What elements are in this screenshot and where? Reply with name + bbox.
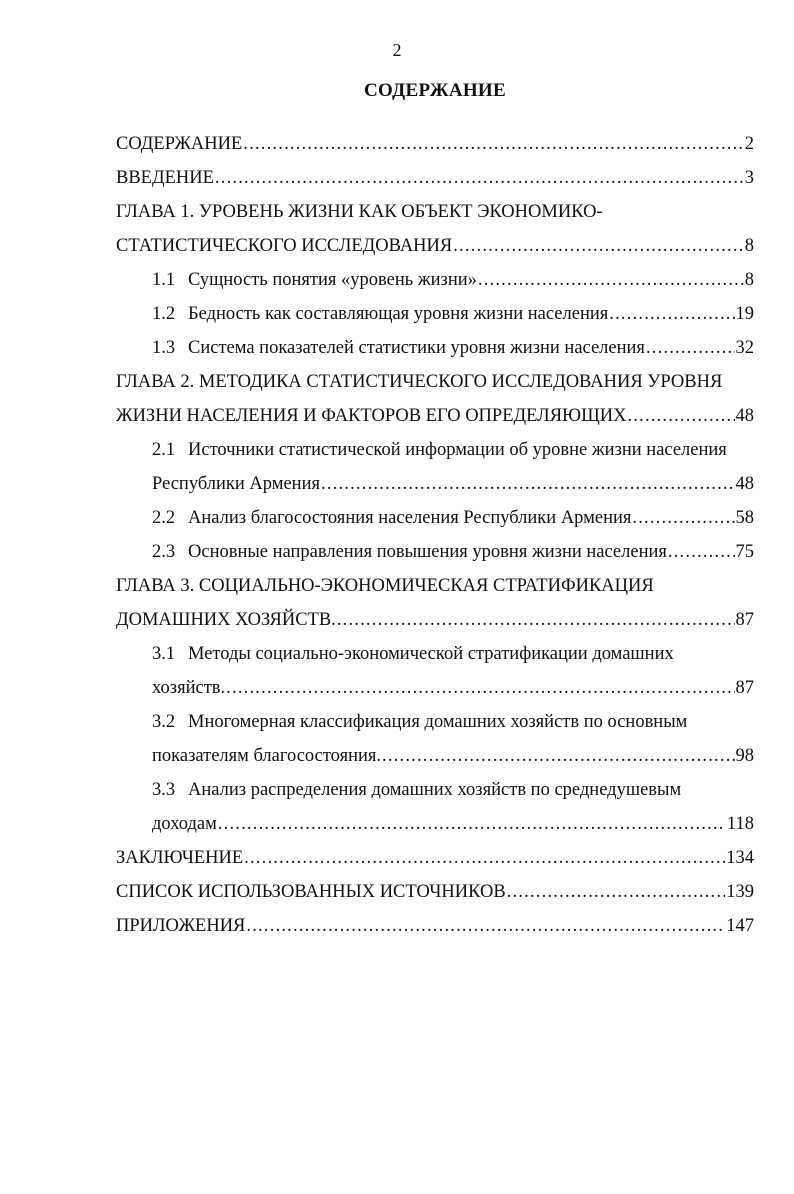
- toc-entry-title: ГЛАВА 1. УРОВЕНЬ ЖИЗНИ КАК ОБЪЕКТ ЭКОНОМИКО-: [116, 202, 603, 222]
- toc-entry-line: [116, 603, 754, 637]
- toc-entry-line: [116, 637, 754, 671]
- page-title: СОДЕРЖАНИЕ: [364, 80, 506, 101]
- toc-entry-title: показателям благосостояния.: [152, 746, 382, 766]
- dot-leader: [246, 909, 725, 943]
- dot-leader: [243, 127, 743, 161]
- toc-entry-line: [116, 501, 754, 535]
- toc-entry-title: Республики Армения: [152, 474, 320, 494]
- toc-entry-line: [116, 875, 754, 909]
- toc-entry-title: Бедность как составляющая уровня жизни населения: [188, 304, 609, 324]
- toc-entry-line: [116, 229, 754, 263]
- toc-entry-line: [116, 365, 754, 399]
- toc-section-number: 1.2: [152, 304, 176, 324]
- dot-leader: [321, 467, 735, 501]
- toc-entry-title: ГЛАВА 3. СОЦИАЛЬНО-ЭКОНОМИЧЕСКАЯ СТРАТИФИКАЦИЯ: [116, 576, 654, 596]
- toc-entry-title: СПИСОК ИСПОЛЬЗОВАННЫХ ИСТОЧНИКОВ: [116, 882, 506, 902]
- dot-leader: [337, 603, 735, 637]
- toc-section-number: 3.2: [152, 712, 176, 732]
- dot-leader: [244, 841, 725, 875]
- toc-entry-line: [116, 433, 754, 467]
- toc-page-number: 48: [735, 474, 754, 494]
- toc-page-number: 19: [735, 304, 754, 324]
- toc-entry-title: СОДЕРЖАНИЕ: [116, 134, 243, 154]
- toc-page-number: 134: [726, 848, 754, 868]
- toc-entry-line: [116, 331, 754, 365]
- toc-entry-title: Система показателей статистики уровня жизни населения: [188, 338, 645, 358]
- toc-entry-line: [116, 671, 754, 705]
- toc-entry-line: [116, 127, 754, 161]
- toc-entry-line: [116, 807, 754, 841]
- toc-page-number: 48: [735, 406, 754, 426]
- toc-section-number: 3.3: [152, 780, 176, 800]
- toc-section-number: 3.1: [152, 644, 176, 664]
- dot-leader: [668, 535, 735, 569]
- toc-entry-title: СТАТИСТИЧЕСКОГО ИССЛЕДОВАНИЯ: [116, 236, 453, 256]
- toc-entry-line: [116, 161, 754, 195]
- toc-entry-line: [116, 739, 754, 773]
- dot-leader: [646, 331, 735, 365]
- toc-entry-line: [116, 569, 754, 603]
- toc-entry-line: [116, 195, 754, 229]
- toc-entry-title: хозяйств.: [152, 678, 226, 698]
- toc-section-number: 2.3: [152, 542, 176, 562]
- page-number: 2: [392, 40, 402, 60]
- toc-entry-title: ДОМАШНИХ ХОЗЯЙСТВ.: [116, 610, 336, 630]
- toc-section-number: 2.2: [152, 508, 176, 528]
- toc-entry-title: ПРИЛОЖЕНИЯ: [116, 916, 246, 936]
- toc-entry-line: [116, 841, 754, 875]
- toc-entry-title: Основные направления повышения уровня жизни населения: [188, 542, 667, 562]
- toc-entry-title: Сущность понятия «уровень жизни»: [188, 270, 477, 290]
- toc-page-number: 118: [726, 814, 754, 834]
- toc-entry-title: ЖИЗНИ НАСЕЛЕНИЯ И ФАКТОРОВ ЕГО ОПРЕДЕЛЯЮЩИХ: [116, 406, 627, 426]
- toc-page-number: 98: [735, 746, 754, 766]
- toc-section-number: 2.1: [152, 440, 176, 460]
- toc-entry-line: [116, 909, 754, 943]
- toc-entry-line: [116, 773, 754, 807]
- toc-page-number: 2: [744, 134, 754, 154]
- toc-entry-title: ВВЕДЕНИЕ: [116, 168, 214, 188]
- toc-entry-line: [116, 399, 754, 433]
- dot-leader: [218, 807, 726, 841]
- toc-entry-line: [116, 297, 754, 331]
- toc-section-number: 1.1: [152, 270, 176, 290]
- dot-leader: [478, 263, 744, 297]
- toc-entry-title: Анализ благосостояния населения Республики Армения: [188, 508, 632, 528]
- dot-leader: [507, 875, 726, 909]
- toc-entry-title: Анализ распределения домашних хозяйств по среднедушевым: [188, 780, 682, 800]
- toc-page-number: 139: [726, 882, 754, 902]
- toc-entry-title: Методы социально-экономической стратификации домашних: [188, 644, 674, 664]
- toc-page-number: 87: [735, 610, 754, 630]
- toc-entry-title: ЗАКЛЮЧЕНИЕ: [116, 848, 244, 868]
- toc-entry-line: [116, 263, 754, 297]
- toc-page-number: 32: [735, 338, 754, 358]
- dot-leader: [215, 161, 744, 195]
- toc-page-number: 3: [744, 168, 754, 188]
- toc-entry-title: доходам: [152, 814, 217, 834]
- table-of-contents: [116, 127, 754, 943]
- toc-page-number: 75: [735, 542, 754, 562]
- toc-page-number: 8: [744, 270, 754, 290]
- dot-leader: [609, 297, 734, 331]
- toc-page-number: 58: [735, 508, 754, 528]
- toc-entry-title: ГЛАВА 2. МЕТОДИКА СТАТИСТИЧЕСКОГО ИССЛЕДОВАНИЯ УРОВНЯ: [116, 372, 723, 392]
- dot-leader: [632, 501, 734, 535]
- dot-leader: [382, 739, 734, 773]
- toc-page-number: 147: [726, 916, 754, 936]
- toc-entry-title: Многомерная классификация домашних хозяйств по основным: [188, 712, 688, 732]
- dot-leader: [453, 229, 744, 263]
- toc-section-number: 1.3: [152, 338, 176, 358]
- dot-leader: [627, 399, 734, 433]
- toc-page-number: 87: [735, 678, 754, 698]
- toc-page-number: 8: [744, 236, 754, 256]
- dot-leader: [226, 671, 734, 705]
- toc-entry-title: Источники статистической информации об уровне жизни населения: [188, 440, 727, 460]
- toc-entry-line: [116, 705, 754, 739]
- toc-entry-line: [116, 535, 754, 569]
- toc-entry-line: [116, 467, 754, 501]
